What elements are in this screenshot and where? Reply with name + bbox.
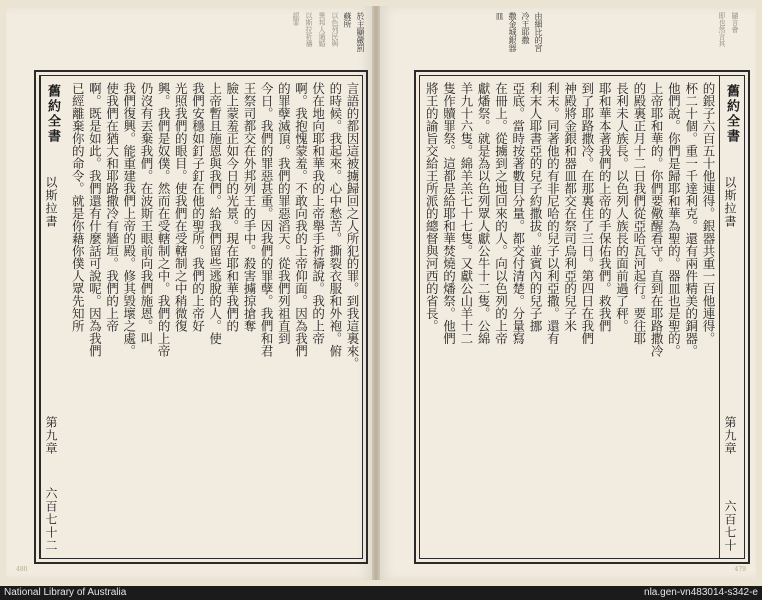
text-column: 臉上蒙羞正如今日的光景。現在耶和華我們的 — [224, 82, 240, 332]
text-column: 利末。同著他的有非尼哈的兒子以利亞撒。還有 — [545, 82, 561, 345]
text-column: 長利未人族長。以色列人族長的面前過了秤。 — [614, 82, 630, 332]
folio-number: 480 — [16, 566, 28, 573]
text-column: 啊。既是如此。我們還有什麼話可說呢。因為我們 — [87, 82, 103, 357]
text-column: 神殿將金銀和器皿都交在祭司烏利亞的兒子米 — [562, 82, 578, 332]
left-page-text — [68, 82, 360, 552]
book-gutter — [372, 6, 380, 580]
left-page-frame — [34, 70, 368, 564]
library-credit: National Library of Australia — [4, 587, 127, 598]
text-column: 使我們在猶大和耶路撒冷有牆垣。我們的上帝 — [104, 82, 120, 332]
text-column: 仍沒有丟棄我們。在波斯王眼前向我們施恩。叫 — [138, 82, 154, 345]
left-page-header-notes — [126, 12, 366, 68]
text-column: 王祭司都交在外邦列王的手中。殺害擄掠搶奪 — [241, 82, 257, 332]
left-page-margin-column — [40, 76, 65, 558]
text-column: 啊。我抱愧蒙羞。不敢向我的上帝仰面。因為我們 — [293, 82, 309, 357]
text-column: 的時候。我起來。心中愁苦。撕裂衣服和外袍。俯 — [327, 82, 343, 357]
right-page — [380, 6, 756, 580]
header-note: 由細比的宮 — [534, 12, 543, 52]
text-column: 他們說。你們是歸耶和華為聖的。器皿也是聖的。 — [666, 82, 682, 357]
text-column: 獻燔祭。就是為以色列眾人獻公牛十二隻。公綿 — [476, 82, 492, 345]
header-note: 皿 — [495, 12, 504, 20]
header-note: 以色列民與 — [331, 12, 339, 47]
page-number: 六百七十 — [723, 500, 737, 552]
text-column: 將王的諭旨交給王所派的總督與河西的省長。 — [424, 82, 440, 332]
text-column: 上帝耶和華的。你們要儆醒看守。直到在耶路撒冷 — [649, 82, 665, 357]
text-column: 伏在地向耶和華我的上帝舉手祈禱說。我的上帝 — [310, 82, 326, 345]
text-column: 在冊上。從擄到之地回來的人。向以色列的上帝 — [493, 82, 509, 345]
item-identifier: nla.gen-vn483014-s342-e — [644, 587, 758, 598]
book-name: 以斯拉書 — [44, 176, 58, 228]
text-column: 我們復興。能重建我們上帝的殿。修其毀壞之處。 — [121, 82, 137, 357]
text-column: 利末人耶書亞的兒子約撒拔。並賓內的兒子挪 — [528, 82, 544, 332]
text-column: 到了耶路撒冷。在那裏住了三日。第四日在我們 — [579, 82, 595, 345]
book-name: 以斯拉書 — [723, 176, 737, 228]
chapter-label: 第九章 — [723, 416, 737, 455]
book-title: 舊約全書 — [724, 84, 739, 144]
text-column: 我們安穩如釘子釘在他的聖所。我們的上帝好 — [190, 82, 206, 332]
text-column: 言語的都因這被擄歸回之人所犯的罪。到我這裏來。 — [345, 82, 360, 370]
text-column: 杯二十個。重一千達利克。還有兩件精美的銅器。 — [683, 82, 699, 357]
header-note: 撒金城銀器 — [508, 12, 517, 52]
header-note: 即也然言其 — [718, 12, 726, 47]
text-column: 耶和華本著我們的上帝的手保佑我們。救我們 — [597, 82, 613, 332]
text-column: 的銀子六百五十他連得。銀器共重一百他連得。 — [701, 82, 716, 345]
right-page-text — [422, 82, 716, 552]
viewer-footer — [0, 586, 762, 600]
header-note: 以斯拉祈禱 — [305, 12, 313, 47]
text-column: 上帝暫且施恩與我們。給我們留些逃脫的人。使 — [207, 82, 223, 345]
header-note: 異邦人通婚 — [318, 12, 326, 47]
text-column: 的罪孽滅頂。我們的罪惡滔天。從我們列祖直到 — [276, 82, 292, 345]
text-column: 興。我們是奴僕。然而在受轄制之中。我們的上帝 — [156, 82, 172, 357]
header-note: 蘇所 — [343, 12, 352, 28]
right-page-margin-column — [719, 76, 744, 558]
text-column: 亞底。當時按著數目分量。都交付清楚。分量寫 — [510, 82, 526, 345]
page-number: 六百七十二 — [44, 487, 58, 552]
header-note: 隨言會 — [731, 12, 739, 33]
book-title: 舊約全書 — [45, 84, 60, 144]
folio-number: 479 — [734, 566, 746, 573]
text-column: 的殿裏正月十二日我們從亞哈瓦河起行。要往耶 — [631, 82, 647, 345]
header-note: 認罪 — [292, 12, 300, 26]
left-page — [6, 6, 372, 580]
chapter-label: 第九章 — [44, 416, 58, 455]
header-note: 冷王耶撒 — [521, 12, 530, 44]
text-column: 羊九十六隻。綿羊羔七十七隻。又獻公山羊十二 — [458, 82, 474, 345]
text-column: 已經離棄你的命令。就是你藉你僕人眾先知所 — [70, 82, 86, 332]
text-column: 隻作贖罪祭。這都是給耶和華焚燒的燔祭。他們 — [441, 82, 457, 345]
right-page-header-notes — [400, 12, 740, 68]
text-column: 光照我們的眼目。使我們在受轄制之中稍微復 — [173, 82, 189, 332]
right-page-frame — [414, 70, 750, 564]
text-column: 今日。我們的罪惡甚重。因我們的罪孽。我們和君 — [259, 82, 275, 357]
header-note: 於主顯嚴罰 — [356, 12, 365, 52]
